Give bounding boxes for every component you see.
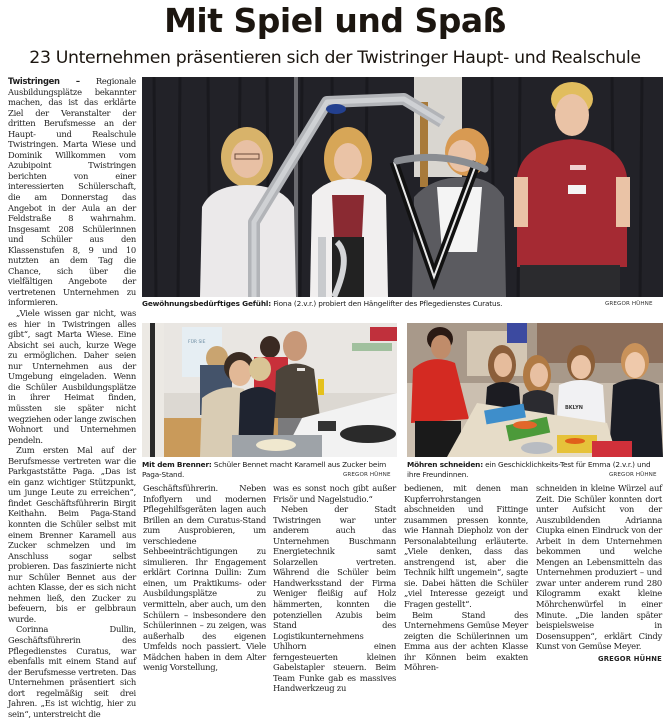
article-column-3 [273, 483, 396, 694]
paragraph-10: schneiden in kleine Würzel auf Zeit. Die Schüler konnten dort unter Aufsicht von der Auszubildenden Adrianna Ciupka einen Eindruck von der Arbeit in dem Unternehmen bekommen und welche Mengen an Lebensmitteln das Unternehmen produziert – und zwar unter anderem rund 280 Kilogramm exakt kleine Möhrchenwürfel in einer Minute. „Die landen später beispielsweise in Dosensuppen“, erklärt Cindy Kunst von Gemüse Meyer. [536, 483, 662, 652]
photo-haengelifter [142, 77, 663, 297]
photo-credit-moehren: GREGOR HÜHNE [609, 472, 657, 478]
article-column-5 [536, 483, 662, 664]
photo-moehren-schneiden [407, 323, 663, 457]
paragraph-4: Corinna Dullin, Geschäftsführerin des Pflegedienstes Curatus, war ebenfalls mit einem Stand auf der Berufsmesse vertreten. Das Unternehmen präsentiert sich dort regelmäßig seit drei Jahren. „Es ist wichtig, hier zu sein“, unterstreicht die [8, 624, 136, 719]
paragraph-1: Twistringen – Regionale Ausbildungsplätze bekannter machen, das ist das erklärte Ziel der Veranstalter der dritten Berufsmesse an der Haupt- und Realschule Twistringen. Marta Wiese und Dominik Willkommen vom Azubipoint Twistringen berichten von einer interessierten Schülerschaft, die am Donnerstag das Angebot in der Aula an der Feldstraße 8 wahrnahm. Insgesamt 208 Schülerinnen und Schüler aus den Klassenstufen 8, 9 und 10 nutzten an dem Tag die Chance, sich über die vielfältigen Angebote der vertretenen Unternehmen zu informieren. [8, 76, 136, 308]
photo-credit-brenner: GREGOR HÜHNE [343, 472, 391, 478]
photo-caption-brenner: Mit dem Brenner: Schüler Bennet macht Karamell aus Zucker beim Paga-Stand. [142, 460, 387, 479]
subheadline: 23 Unternehmen präsentieren sich der Twistringer Haupt- und Realschule [29, 48, 641, 68]
paragraph-5: Geschäftsführerin. Neben Infoflyern und modernen Pflegehilfsgeräten lagen auch Brillen an dem Curatus-Stand zum Ausprobieren, um verschiedene Sehbeeinträchtigungen zu simulieren. Ihr Engagement erklärt Corinna Dullin: Zum einen, um Praktikums- oder Ausbildungsplätze zu vermitteln, aber auch, um den Schülern – insbesondere den Schülerinnen – zu zeigen, was außerhalb des eigenen Umfelds noch passiert. Viele Mädchen haben in dem Alter wenig Vorstellung, [143, 483, 266, 673]
paragraph-2: „Viele wissen gar nicht, was es hier in Twistringen alles gibt“, sagt Marta Wiese. Eine Absicht sei auch, kurze Wege zu ermöglichen. Daher seien nur Unternehmen aus der Umgebung eingeladen. Wenn die Schüler Ausbildungsplätze in ihrer Heimat finden, müssten sie später nicht wegziehen oder lange zwischen Wohnort und Unternehmen pendeln. [8, 308, 136, 445]
headline: Mit Spiel und Spaß [164, 1, 506, 40]
photo-brenner [142, 323, 397, 457]
paragraph-9: Beim Stand des Unternehmens Gemüse Meyer zeigten die Schülerinnen um Emma aus der achten Klasse ihr Können beim exakten Möhren- [404, 609, 528, 673]
dateline: Twistringen – [8, 76, 80, 86]
photo-caption-main: Gewöhnungsbedürftiges Gefühl: Fiona (2.v.r.) probiert den Hängelifter des Pflegedienstes Curatus. [142, 299, 503, 308]
paragraph-8: bedienen, mit denen man Kupferrohrstangen abschneiden und Fittinge zusammen pressen konnte, wie Hannah Diepholz von der Personalabteilung erläuterte. „Viele denken, dass das anstrengend ist, aber die Technik hilft ungemein“, sagte sie. Dabei hätten die Schüler „viel Interesse gezeigt und Fragen gestellt“. [404, 483, 528, 610]
photo-caption-moehren: Möhren schneiden: ein Geschicklichkeits-Test für Emma (2.v.r.) und ihre Freundinnen. [407, 460, 651, 479]
paragraph-7: Neben der Stadt Twistringen war unter anderem auch das Unternehmen Buschmann Energietechnik samt Solarzellen vertreten. Während die Schüler beim Handwerksstand der Firma Weniger fleißig auf Holz hämmerten, konnten die potenziellen Azubis beim Stand des Logistikunternehmens Uhlhorn einen ferngesteuerten kleinen Gabelstapler steuern. Beim Team Funke gab es massives Handwerkzeug zu [273, 504, 396, 694]
sign-text: FÜR SIE [188, 340, 206, 345]
photo-credit-main: GREGOR HÜHNE [605, 301, 653, 307]
article-column-4 [404, 483, 528, 673]
article-column-1 [8, 76, 136, 719]
paragraph-3: Zum ersten Mal auf der Berufsmesse vertreten war die Parkgaststätte Paga. „Das ist ein ganz wichtiger Stützpunkt, um junge Leute zu erreichen“, findet Geschäftsführerin Birgit Keithahn. Beim Paga-Stand konnten die Schüler selbst mit einem Brenner Karamell aus Zucker schmelzen und im Anschluss sogar selbst probieren. Das faszinierte nicht nur Schüler Bennet aus der achten Klasse, der es sich nicht nehmen ließ, den Zucker zu befeuern, bis er gelbbraun wurde. [8, 445, 136, 624]
author-credit: GREGOR HÜHNE [597, 654, 662, 663]
sweatshirt-text: BKLYN [565, 405, 583, 411]
article-column-2 [143, 483, 266, 673]
paragraph-6: was es sonst noch gibt außer Frisör und Nagelstudio.“ [273, 483, 396, 504]
